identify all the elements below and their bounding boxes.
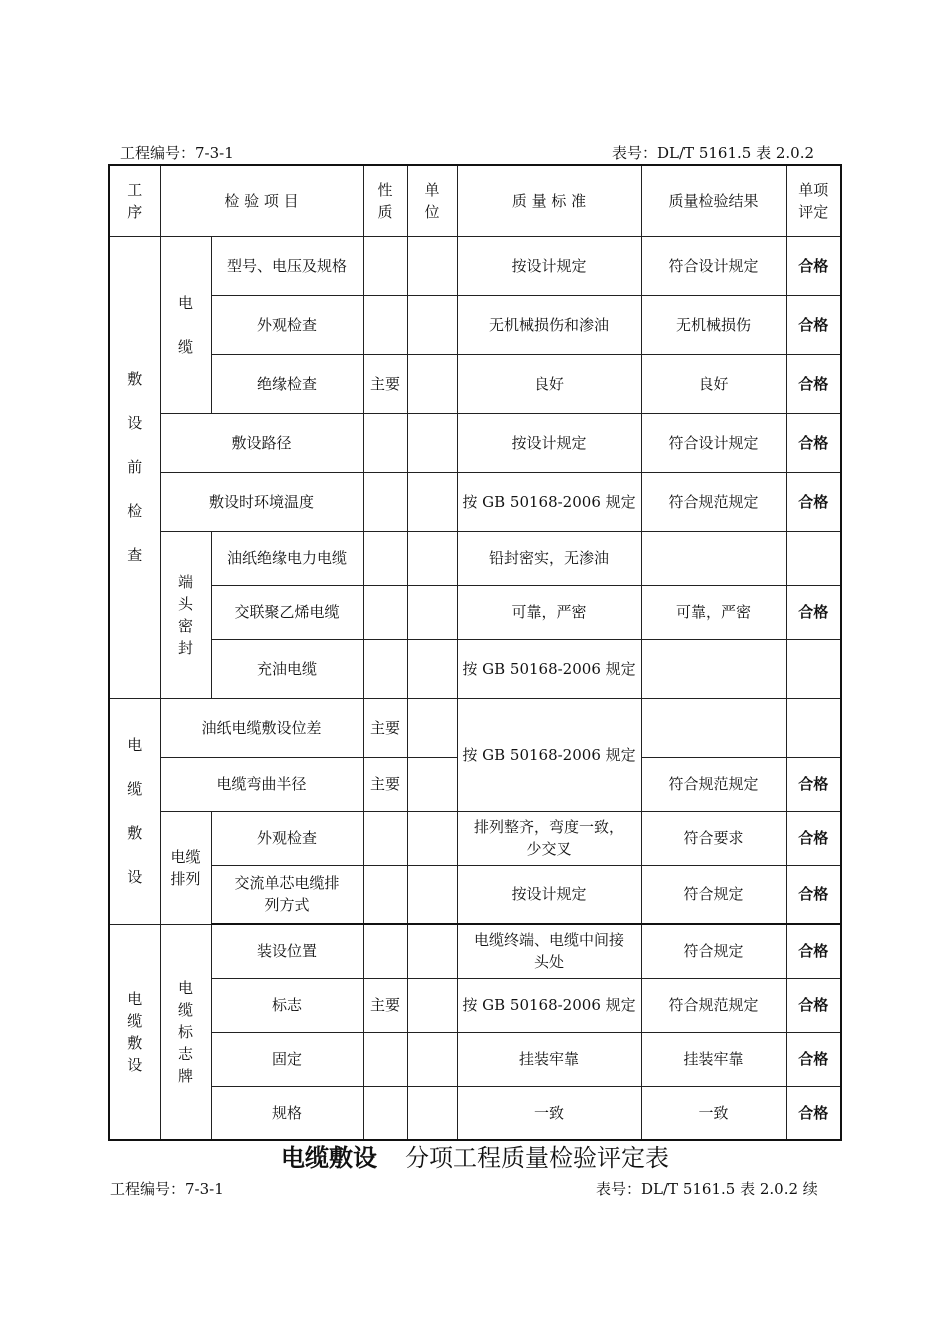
item-cell: 规格	[211, 1086, 363, 1140]
nature-cell	[363, 531, 407, 585]
unit-cell	[407, 698, 457, 757]
unit-cell	[407, 1032, 457, 1086]
group-cable-sign: 电 缆 标 志 牌	[160, 924, 211, 1140]
group-cable: 电 缆	[160, 236, 211, 413]
section-cable-laying-2: 电 缆 敷 设	[109, 924, 160, 1140]
group-end-seal: 端 头 密 封	[160, 531, 211, 698]
nature-cell	[363, 585, 407, 639]
footer-project-number: 工程编号：7-3-1	[110, 1180, 224, 1198]
item-cell: 标志	[211, 978, 363, 1032]
col-process: 工 序	[109, 165, 160, 236]
unit-cell	[407, 531, 457, 585]
item-cell: 型号、电压及规格	[211, 236, 363, 295]
table-row	[109, 472, 841, 531]
rating-cell: 合格	[786, 757, 841, 811]
unit-cell	[407, 472, 457, 531]
nature-cell: 主要	[363, 978, 407, 1032]
table-row	[109, 585, 841, 639]
result-cell: 挂装牢靠	[641, 1032, 786, 1086]
item-cell: 固定	[211, 1032, 363, 1086]
result-cell	[641, 698, 786, 757]
rating-cell	[786, 698, 841, 757]
result-cell: 可靠，严密	[641, 585, 786, 639]
standard-cell: 电缆终端、电缆中间接 头处	[457, 924, 641, 978]
item-cell: 油纸电缆敷设位差	[160, 698, 363, 757]
nature-cell	[363, 1086, 407, 1140]
item-cell: 外观检查	[211, 295, 363, 354]
inspection-table	[108, 164, 842, 1141]
group-cable-arrangement: 电缆 排列	[160, 811, 211, 924]
unit-cell	[407, 978, 457, 1032]
table-row	[109, 924, 841, 978]
col-nature: 性 质	[363, 165, 407, 236]
table-row	[109, 413, 841, 472]
item-cell: 交联聚乙烯电缆	[211, 585, 363, 639]
col-unit: 单 位	[407, 165, 457, 236]
rating-cell: 合格	[786, 354, 841, 413]
standard-cell: 可靠，严密	[457, 585, 641, 639]
standard-cell: 按设计规定	[457, 236, 641, 295]
item-cell: 敷设时环境温度	[160, 472, 363, 531]
unit-cell	[407, 295, 457, 354]
standard-cell: 按设计规定	[457, 413, 641, 472]
rating-cell	[786, 639, 841, 698]
nature-cell	[363, 1032, 407, 1086]
nature-cell: 主要	[363, 354, 407, 413]
table-row	[109, 811, 841, 865]
table-row	[109, 295, 841, 354]
footer-form-number: 表号：DL/T 5161.5 表 2.0.2 续	[596, 1180, 818, 1198]
rating-cell: 合格	[786, 865, 841, 924]
rating-cell: 合格	[786, 472, 841, 531]
result-cell: 符合规范规定	[641, 757, 786, 811]
result-cell: 符合规范规定	[641, 978, 786, 1032]
result-cell: 符合要求	[641, 811, 786, 865]
result-cell: 符合设计规定	[641, 236, 786, 295]
item-cell: 装设位置	[211, 924, 363, 978]
standard-cell: 排列整齐，弯度一致， 少交叉	[457, 811, 641, 865]
standard-cell: 按 GB 50168-2006 规定	[457, 639, 641, 698]
rating-cell: 合格	[786, 924, 841, 978]
form-number: 表号：DL/T 5161.5 表 2.0.2	[612, 144, 815, 162]
result-cell: 符合设计规定	[641, 413, 786, 472]
standard-cell: 按 GB 50168-2006 规定	[457, 978, 641, 1032]
nature-cell	[363, 865, 407, 924]
nature-cell	[363, 811, 407, 865]
rating-cell: 合格	[786, 811, 841, 865]
item-cell: 绝缘检查	[211, 354, 363, 413]
form-title	[0, 1138, 950, 1173]
nature-cell: 主要	[363, 757, 407, 811]
result-cell: 符合规定	[641, 924, 786, 978]
col-standard: 质 量 标 准	[457, 165, 641, 236]
rating-cell: 合格	[786, 978, 841, 1032]
table-row	[109, 865, 841, 924]
result-cell: 无机械损伤	[641, 295, 786, 354]
rating-cell: 合格	[786, 585, 841, 639]
standard-cell: 良好	[457, 354, 641, 413]
nature-cell	[363, 295, 407, 354]
nature-cell	[363, 924, 407, 978]
table-row	[109, 639, 841, 698]
nature-cell	[363, 236, 407, 295]
unit-cell	[407, 354, 457, 413]
nature-cell	[363, 413, 407, 472]
table-row	[109, 236, 841, 295]
standard-cell: 铅封密实，无渗油	[457, 531, 641, 585]
header-row	[109, 165, 841, 236]
section-cable-laying: 电 缆 敷 设	[109, 698, 160, 924]
standard-cell: 按设计规定	[457, 865, 641, 924]
item-cell: 敷设路径	[160, 413, 363, 472]
unit-cell	[407, 865, 457, 924]
result-cell: 符合规定	[641, 865, 786, 924]
standard-cell: 挂装牢靠	[457, 1032, 641, 1086]
nature-cell	[363, 639, 407, 698]
result-cell	[641, 531, 786, 585]
result-cell	[641, 639, 786, 698]
unit-cell	[407, 1086, 457, 1140]
table-row	[109, 698, 841, 757]
col-item: 检 验 项 目	[160, 165, 363, 236]
standard-cell: 无机械损伤和渗油	[457, 295, 641, 354]
item-cell: 外观检查	[211, 811, 363, 865]
col-rating: 单项 评定	[786, 165, 841, 236]
rating-cell: 合格	[786, 1086, 841, 1140]
table-row	[109, 1032, 841, 1086]
unit-cell	[407, 585, 457, 639]
standard-cell: 一致	[457, 1086, 641, 1140]
rating-cell: 合格	[786, 1032, 841, 1086]
unit-cell	[407, 236, 457, 295]
unit-cell	[407, 811, 457, 865]
unit-cell	[407, 639, 457, 698]
rating-cell: 合格	[786, 295, 841, 354]
unit-cell	[407, 413, 457, 472]
result-cell: 符合规范规定	[641, 472, 786, 531]
item-cell: 充油电缆	[211, 639, 363, 698]
result-cell: 一致	[641, 1086, 786, 1140]
standard-cell-merged: 按 GB 50168-2006 规定	[457, 698, 641, 811]
nature-cell	[363, 472, 407, 531]
item-cell: 油纸绝缘电力电缆	[211, 531, 363, 585]
nature-cell: 主要	[363, 698, 407, 757]
rating-cell: 合格	[786, 413, 841, 472]
rating-cell: 合格	[786, 236, 841, 295]
table-row	[109, 531, 841, 585]
result-cell: 良好	[641, 354, 786, 413]
unit-cell	[407, 757, 457, 811]
form-title-rest: 分项工程质量检验评定表	[405, 1144, 669, 1172]
table-row	[109, 354, 841, 413]
rating-cell	[786, 531, 841, 585]
project-number: 工程编号：7-3-1	[120, 144, 234, 162]
standard-cell: 按 GB 50168-2006 规定	[457, 472, 641, 531]
form-title-bold: 电缆敷设	[281, 1143, 377, 1172]
section-pre-laying-check: 敷 设 前 检 查	[109, 236, 160, 698]
table-row	[109, 1086, 841, 1140]
col-result: 质量检验结果	[641, 165, 786, 236]
unit-cell	[407, 924, 457, 978]
table-row	[109, 978, 841, 1032]
item-cell: 交流单芯电缆排 列方式	[211, 865, 363, 924]
item-cell: 电缆弯曲半径	[160, 757, 363, 811]
